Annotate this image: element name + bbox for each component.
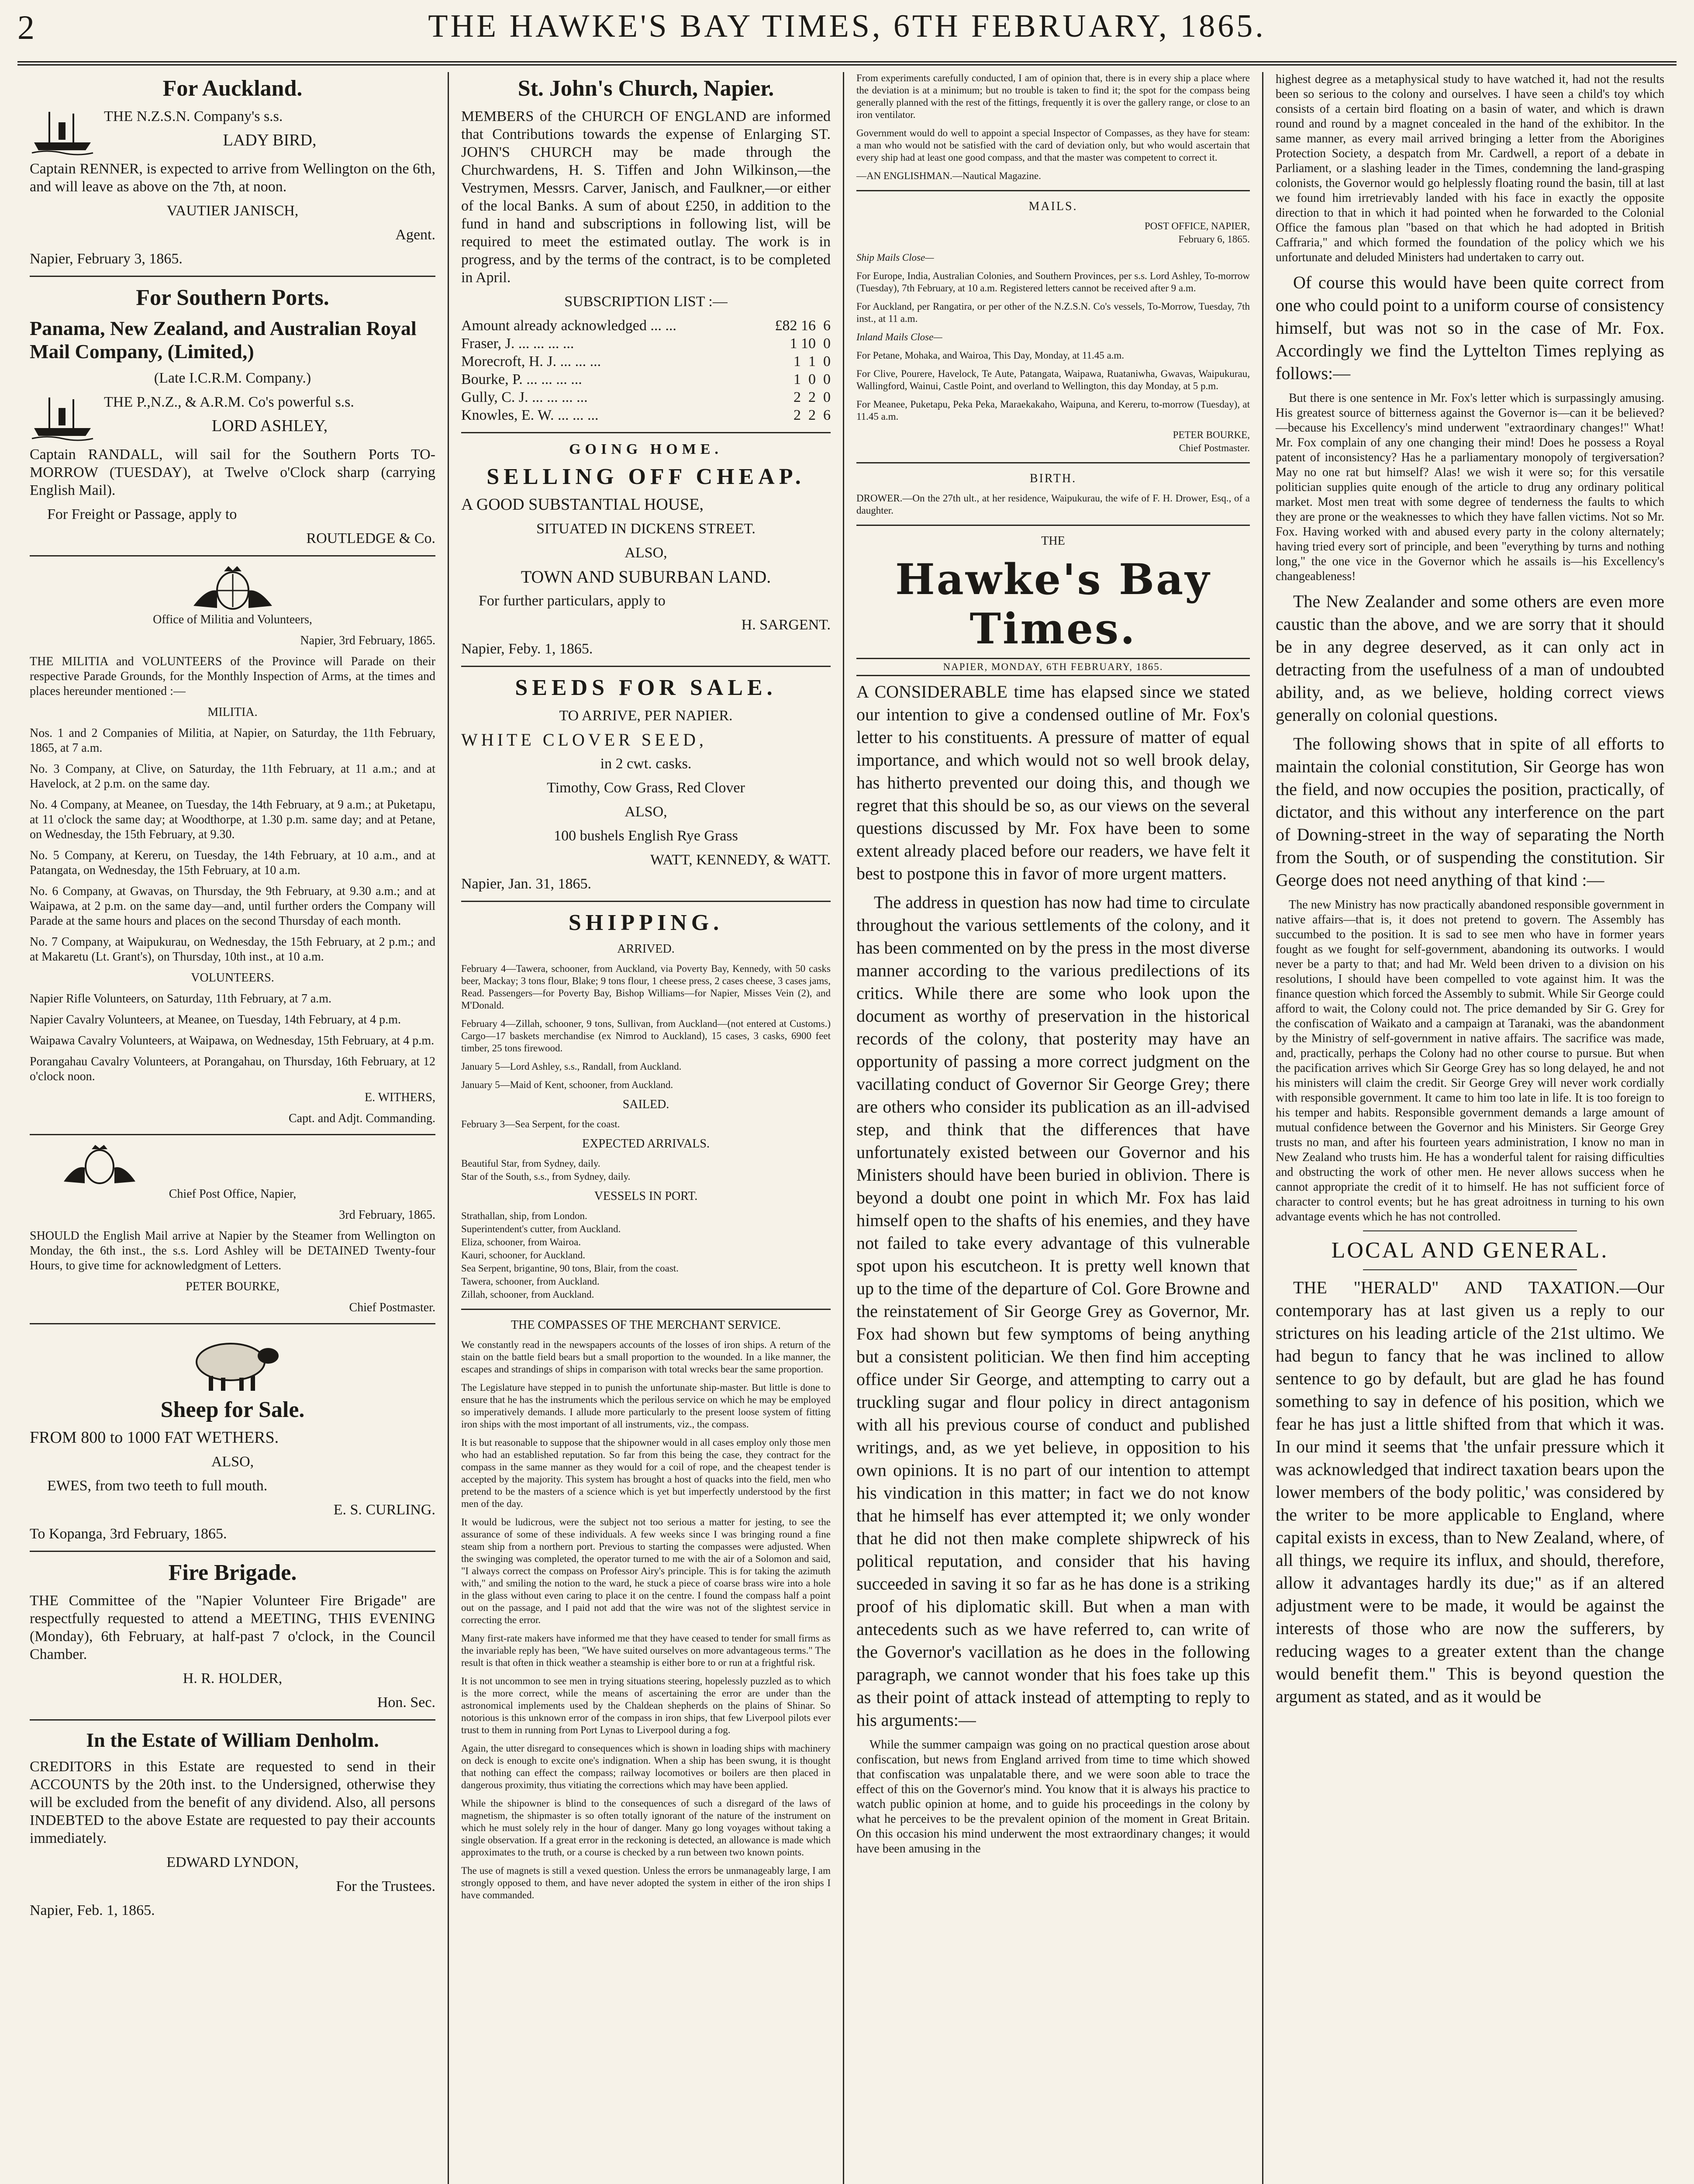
house-also: ALSO, bbox=[624, 545, 667, 561]
southern-signature: ROUTLEDGE & Co. bbox=[306, 530, 435, 546]
post-office-signature: PETER BOURKE, bbox=[186, 1280, 279, 1293]
editorial-paragraph: A CONSIDERABLE time has elapsed since we stated our intention to give a condensed outline of Mr. Fox's letter to his constituents. A pressure of matter of equal importance, and which would not so well brook delay, has hitherto prevented our doing this, and though we regret that this should be so, as our views on the several questions discussed by Mr. Fox have been to some extent already placed before our readers, we have felt it best to postpone this in favor of more urgent matters. bbox=[856, 682, 1250, 883]
compasses-title: THE COMPASSES OF THE MERCHANT SERVICE. bbox=[511, 1318, 781, 1332]
compasses-continued: Government would do well to appoint a special Inspector of Compasses, as they have for steam: a man who would not be satisfied with the card of deviation only, but who would ascertain that every ship had at least one good compass, and that the master was competent to correct it. bbox=[856, 128, 1250, 163]
sheep-also: ALSO, bbox=[211, 1454, 254, 1470]
estate-title: In the Estate of William Denholm. bbox=[86, 1729, 379, 1751]
southern-details: Captain RANDALL, will sail for the Southern Ports TO-MORROW (TUESDAY), at Twelve o'Clock sharp (carrying English Mail). bbox=[30, 446, 435, 498]
column-3 bbox=[843, 72, 1262, 2184]
masthead-title: Hawke's Bay Times. bbox=[895, 555, 1211, 653]
vessel-entry: Strathallan, ship, from London. bbox=[461, 1210, 587, 1221]
sheep-title: Sheep for Sale. bbox=[160, 1397, 305, 1422]
subscription-row: Fraser, J. ... ... ... ... 1 10 0 bbox=[461, 335, 831, 352]
fire-brigade-title: Fire Brigade. bbox=[168, 1560, 297, 1585]
column-4 bbox=[1262, 72, 1677, 2184]
auckland-details: Captain RENNER, is expected to arrive from Wellington on the 6th, and will leave as above on the 7th, at noon. bbox=[30, 161, 435, 195]
militia-office: Office of Militia and Volunteers, bbox=[153, 613, 312, 626]
royal-arms-icon bbox=[56, 1143, 143, 1187]
sailed-subtitle: SAILED. bbox=[622, 1098, 669, 1111]
mails-date: February 6, 1865. bbox=[1178, 234, 1250, 245]
southern-company: Panama, New Zealand, and Australian Royal Mail Company, (Limited,) bbox=[30, 317, 417, 363]
editorial-paragraph: The New Zealander and some others are even more caustic than the above, and we are sorry that it should be in any degree deserved, as it can only act in detracting from the usefulness of a man of undoubted ability, and, as we believe, holding correct views generally on colonial questions. bbox=[1276, 591, 1664, 725]
selling-off-title: SELLING OFF CHEAP. bbox=[486, 464, 805, 489]
post-office-role: Chief Postmaster. bbox=[349, 1301, 435, 1314]
seeds-text: WHITE CLOVER SEED, bbox=[461, 730, 707, 750]
column-2 bbox=[448, 72, 843, 2184]
local-general-title: LOCAL AND GENERAL. bbox=[1331, 1238, 1609, 1263]
subscription-row: Knowles, E. W. ... ... ... 2 2 6 bbox=[461, 407, 831, 423]
militia-date: Napier, 3rd February, 1865. bbox=[300, 634, 435, 647]
birth-text: DROWER.—On the 27th ult., at her residence, Waipukurau, the wife of F. H. Drower, Esq., of a daughter. bbox=[856, 493, 1250, 516]
militia-item: Nos. 1 and 2 Companies of Militia, at Napier, on Saturday, the 11th February, 1865, at 7 a.m. bbox=[30, 726, 435, 755]
church-text: MEMBERS of the CHURCH OF ENGLAND are informed that Contributions towards the expense of Enlarging ST. JOHN'S CHURCH may be made through the Churchwardens, H. S. Tiffen and John Wilkinson,—the Vestrymen, Messrs. Carver, Janisch, and Faulkner,—or either of the local Banks. A sum of about £250, in addition to the fund in hand and subscriptions in following list, will be required to meet the estimated outlay. The work is in progress, and by the terms of the contract, is to be completed in April. bbox=[461, 108, 831, 286]
mails-head: POST OFFICE, NAPIER, bbox=[1144, 221, 1250, 232]
southern-late: (Late I.C.R.M. Company.) bbox=[154, 370, 311, 386]
ministry-quote: The new Ministry has now practically abandoned responsible government in native affairs—that is, it does not pretend to govern. The Assembly has succumbed to the position. It is sad to see men who have in former years fought as we fought for self-government, abandoning its outworks. I would never be a party to that; and had Mr. Weld been driven to a division on his resolutions, I should have been compelled to vote against him. It was the finance question which forced the Assembly to submit. While Sir George could afford to wait, the Colony could not. The price demanded by Sir G. Grey for the confiscation of Waikato and a campaign at Taranaki, was the abandonment by the Ministry of self-government in native affairs. The sacrifice was made, and, practically, perhaps the Colony had no other course to pursue. But when the pacification arrives which Sir George Grey has so long delayed, he and not his ministers will claim the credit. Sir George Grey will never work cordially with responsible government. It came to him too late in life. It is too foreign to his temper and habits. Responsible government demands a large amount of mutual confidence between the Governor and his Ministers. Sir George Grey trusts no man, and after his fourteen years administration, I know no man in New Zealand who trusts him. He has a wonderful talent for raising difficulties and obstructing the work of other men. He never allows success when he cannot appropriate the credit of it to himself. He has not sufficient force of character to control events; but he has great adroitness in turning to his own advantage events which he has not controlled. bbox=[1276, 898, 1664, 1223]
page-header bbox=[17, 0, 1677, 66]
sheep-text: FROM 800 to 1000 FAT WETHERS. bbox=[30, 1428, 279, 1447]
vessel-entry: Zillah, schooner, from Auckland. bbox=[461, 1289, 594, 1300]
sheep-icon bbox=[183, 1332, 283, 1393]
steamship-icon bbox=[30, 393, 95, 441]
house-location: SITUATED IN DICKENS STREET. bbox=[536, 521, 756, 537]
sheep-date: To Kopanga, 3rd February, 1865. bbox=[30, 1526, 227, 1542]
southern-title: For Southern Ports. bbox=[136, 285, 329, 310]
inland-mails-subtitle: Inland Mails Close— bbox=[856, 332, 942, 342]
seeds-signature: WATT, KENNEDY, & WATT. bbox=[650, 852, 831, 868]
editorial-paragraph: The following shows that in spite of all efforts to maintain the colonial constitution, Sir George has won the field, and now occupies the position, practically, of dictator, and this without any interference on the part of Downing-street in the way of separating the North from the South, or of suspending the constitution. Sir George does not need anything of that kind :— bbox=[1276, 734, 1664, 890]
auckland-date: Napier, February 3, 1865. bbox=[30, 251, 183, 267]
compasses-paragraph: It is not uncommon to see men in trying situations steering, hopelessly puzzled as to which is the more correct, while the means of ascertaining the error are under than the astronomical implements used by the Chaldean shepherds on the plains of Shinar. So notorious is this unknown error of the compass in iron ships, that few Liverpool pilots ever trust to them in running from Port Lynas to Liverpool during a fog. bbox=[461, 1676, 831, 1735]
compasses-continued: From experiments carefully conducted, I am of opinion that, there is in every ship a place where the deviation is at a minimum; but no trouble is taken to find it; the spot for the compass being generally planned with the rest of the fittings, frequently it is over the gallery range, or close to an iron ventilator. bbox=[856, 73, 1250, 120]
militia-role: Capt. and Adjt. Commanding. bbox=[289, 1112, 435, 1125]
lyttelton-quote: But there is one sentence in Mr. Fox's letter which is surpassingly amusing. His greatest source of bitterness against the Governor is—can it be believed?—because his Excellency's mind underwent "extraordinary changes!" What! Mr. Fox complain of any one changing their mind! Does he possess a Royal patent of inconsistency? Has he a parliamentary monopoly of tergiversation? May no one rat but himself? Alas! we wish it were so; for this versatile politician supplies quite enough of the article to drug any ordinary political market. Most men treat with some degree of tenderness the faults to which they are prone or the weaknesses to which they have fallen victims. Not so Mr. Fox. Having worked with and abused every party in the colony alternately; having tried every sort of principle, and been "everything by turns and nothing long," the one vice in the Governor which he assails is—his Excellency's changeableness! bbox=[1276, 391, 1664, 583]
mails-entry: For Clive, Pourere, Havelock, Te Aute, Patangata, Waipawa, Ruataniwha, Gwavas, Waipukurau, Wallingford, Wainui, Castle Point, and overland to Wellington, this day Monday, at 5 p.m. bbox=[856, 368, 1250, 391]
auckland-role: Agent. bbox=[395, 227, 435, 243]
compasses-paragraph: It would be ludicrous, were the subject not too serious a matter for jesting, to see the assurance of some of these individuals. A few weeks since I was bringing round a fine steam ship from a northern port. Previous to starting the compasses were adjusted. When the swinging was completed, the operator turned to me with the air of a Solomon and said, "I always correct the compass on Professor Airy's principle. This is for taking the azimuth with," and smiling the notion to the ward, he stuck a piece of coarse brass wire into a hole in the glass without even caring to place it on the centre. I found the compass half a point out on the passage, and I paid not add that the wire was not of the slightest service in correcting the error. bbox=[461, 1517, 831, 1625]
column-1 bbox=[17, 72, 448, 2184]
militia-item: No. 6 Company, at Gwavas, on Thursday, the 9th February, at 9.30 a.m.; and at Waipawa, at 2 p.m. on the same day—and, until further orders the Company will Parade at the same hours and places on the second Thursday of each month. bbox=[30, 885, 435, 928]
post-office-text: SHOULD the English Mail arrive at Napier by the Steamer from Wellington on Monday, the 6th inst., the s.s. Lord Ashley will be DETAINED Twenty-four Hours, to give time for acknowledgment of Letters. bbox=[30, 1229, 435, 1272]
arrival-entry: February 4—Tawera, schooner, from Auckland, via Poverty Bay, Kennedy, with 50 casks beer, Mackay; 3 tons flour, Blake; 9 tons flour, 1 cheese press, 2 cases cheese, 3 cases jams, Read. Passengers—for Poverty Bay, Bishop Williams—for Napier, Misses Vein (2), and M'Donald. bbox=[461, 963, 831, 1011]
mails-entry: For Petane, Mohaka, and Wairoa, This Day, Monday, at 11.45 a.m. bbox=[856, 350, 1125, 361]
fire-brigade-signature: H. R. HOLDER, bbox=[183, 1670, 283, 1686]
page-title: THE HAWKE'S BAY TIMES, 6TH FEBRUARY, 1865. bbox=[428, 8, 1266, 44]
editorial-paragraph: The address in question has now had time to circulate throughout the various settlements of the colony, and it has been commented on by the press in the most diverse manner according to the various predilections of its critics. While there are some who look upon the document as worthy of preservation in the historical records of the colony, that posterity may have an opportunity of passing a more correct judgment on the vacillating conduct of Governor Sir George Grey; there are others who consider its publication as an ill-advised step, and think that the differences that have unfortunately existed between our Governor and his Ministers should have been buried in oblivion. There is beyond a doubt one point in which Mr. Fox has laid himself open to the shafts of his enemies, and they have not failed to take every advantage of this vulnerable spot upon his escutcheon. It is pretty well known that up to the time of the departure of Col. Gore Browne and the reinstatement of Sir George Grey as Governor, Mr. Fox had shown but few symptoms of being anything but a consistent politician. We then find him accepting office under Sir George, and attempting to carry out a truckling sugar and flour policy in direct antagonism with all his previous course of conduct and published writings, and, as we yet believe, in opposition to his own opinions. It is no part of our intention to attempt his vindication in this matter; in fact we do not know that he himself has ever attempted it; we only wonder that he did not then make complete shipwreck of his political reputation, and consider that his having succeeded in saving it so far as he has done is a striking proof of his diplomatic skill. But when a man with antecedents such as we have referred to, can write of the Governor's vacillation as he does in the following paragraph, we cannot wonder that his foes take up this as their point of attack instead of attempting to reply to his arguments:— bbox=[856, 892, 1250, 1730]
southern-ship-name: LORD ASHLEY, bbox=[211, 417, 328, 435]
arrival-entry: February 4—Zillah, schooner, 9 tons, Sullivan, from Auckland—(not entered at Customs.) Cargo—17 baskets merchandise (ex Nimrod to Auckland), 15 cases, 3 casks, 6900 feet timber, 25 tons firewood. bbox=[461, 1018, 831, 1054]
church-title: St. John's Church, Napier. bbox=[518, 76, 774, 101]
steamship-icon bbox=[30, 107, 95, 156]
southern-apply: For Freight or Passage, apply to bbox=[47, 506, 237, 522]
militia-item: No. 7 Company, at Waipukurau, on Wednesday, the 15th February, at 2 p.m.; and at Makaretu (Lt. Grant's), on Thursday, 10th inst., at 10 a.m. bbox=[30, 935, 435, 964]
volunteer-item: Porangahau Cavalry Volunteers, at Porangahau, on Thursday, 16th February, at 12 o'clock noon. bbox=[30, 1055, 435, 1083]
shipping-title: SHIPPING. bbox=[568, 910, 724, 935]
sheep-ewes: EWES, from two teeth to full mouth. bbox=[47, 1478, 268, 1494]
fire-brigade-role: Hon. Sec. bbox=[377, 1694, 435, 1711]
expected-subtitle: EXPECTED ARRIVALS. bbox=[582, 1137, 710, 1151]
editorial-paragraph: Of course this would have been quite correct from one who could point to a uniform course of consistency himself, but was not so in the case of Mr. Fox. Accordingly we find the Lyttelton Times replying as follows:— bbox=[1276, 273, 1664, 383]
expected-entry: Star of the South, s.s., from Sydney, daily. bbox=[461, 1171, 631, 1182]
compasses-paragraph: The Legislature have stepped in to punish the unfortunate ship-master. But little is done to ensure that he has the instruments which the perilous service on which he may be employed so imperatively demands. I allude more particularly to the present loose system of fitting iron ships with the most important of all instruments, viz., the compass. bbox=[461, 1382, 831, 1430]
mails-title: MAILS. bbox=[1028, 200, 1078, 213]
going-home-title: GOING HOME. bbox=[569, 441, 723, 457]
estate-signature: EDWARD LYNDON, bbox=[166, 1854, 299, 1870]
mails-signature: PETER BOURKE, bbox=[1173, 429, 1250, 440]
auckland-ship-name: LADY BIRD, bbox=[223, 131, 317, 149]
local-general-paragraph: THE "HERALD" AND TAXATION.—Our contemporary has at last given us a reply to our strictures on his leading article of the 21st ultimo. We had begun to fancy that he was inclined to allow sentence to go by default, but are glad he has found something to say in defence of his position, which we fear he has just a little shifted from that which it was. In our mind it seems that 'the unfair pressure which it was acknowledged that indirect taxation bears upon the lower members of the body politic,' was considered by the writer to be more applicable to England, where capital exists in excess, than to New Zealand, where, of all things, we require its influx, and should, therefore, allow it advantages hardly its due;" as if an altered adjustment were to be made, it would be against the interests of those who are now the sufferers, by reducing wages to a greater extent than the change would benefit them." This is beyond question the argument as stated, and as it would be bbox=[1276, 1278, 1664, 1706]
seeds-rye: 100 bushels English Rye Grass bbox=[554, 828, 738, 844]
compasses-paragraph: We constantly read in the newspapers accounts of the losses of iron ships. A return of the stain on the battle field bears but a small proportion to the wounded. In a like manner, the escapes and strandings of ships in comparison with total wrecks bear the same proportion. bbox=[461, 1339, 831, 1375]
subscription-row: Gully, C. J. ... ... ... ... 2 2 0 bbox=[461, 389, 831, 405]
auckland-text: THE N.Z.S.N. Company's s.s. bbox=[104, 108, 283, 124]
seeds-title: SEEDS FOR SALE. bbox=[515, 675, 777, 700]
militia-subtitle: MILITIA. bbox=[207, 705, 258, 719]
seeds-grass: Timothy, Cow Grass, Red Clover bbox=[547, 780, 745, 796]
arrival-entry: January 5—Maid of Kent, schooner, from Auckland. bbox=[461, 1079, 673, 1090]
vessel-entry: Sea Serpent, brigantine, 90 tons, Blair, from the coast. bbox=[461, 1263, 679, 1274]
vessel-entry: Superintendent's cutter, from Auckland. bbox=[461, 1223, 621, 1234]
birth-title: BIRTH. bbox=[1029, 472, 1077, 485]
volunteer-item: Waipawa Cavalry Volunteers, at Waipawa, on Wednesday, 15th February, at 4 p.m. bbox=[30, 1034, 435, 1047]
volunteer-item: Napier Rifle Volunteers, on Saturday, 11th February, at 7 a.m. bbox=[30, 992, 332, 1006]
southern-text: THE P.,N.Z., & A.R.M. Co's powerful s.s. bbox=[104, 394, 354, 410]
auckland-title: For Auckland. bbox=[162, 76, 303, 101]
mails-entry: For Meanee, Puketapu, Peka Peka, Maraekakaho, Waipuna, and Kereru, to-morrow (Tuesday), at 11.45 a.m. bbox=[856, 399, 1250, 422]
compasses-paragraph: The use of magnets is still a vexed question. Unless the errors be unmanageably large, I am strongly opposed to them, and have never adopted the system in either of the iron ships I have commanded. bbox=[461, 1865, 831, 1901]
estate-role: For the Trustees. bbox=[336, 1878, 435, 1894]
militia-signature: E. WITHERS, bbox=[364, 1091, 435, 1104]
compasses-paragraph: Many first-rate makers have informed me that they have ceased to tender for small firms as the invariable reply has been, "We have suited ourselves on more advantageous terms." The result is that often in thick weather a steamship is either bore to or run at a frightful risk. bbox=[461, 1633, 831, 1668]
quoted-letter: highest degree as a metaphysical study to have watched it, had not the results been so serious to the colony and ourselves. I have seen a child's toy which consists of a certain bird floating on a basin of water, and which is drawn round and round by a magnet concealed in the hand of the exhibitor. In the same manner, as every mail arrived bringing a letter from the Aborigines Protection Society, a despatch from Mr. Cardwell, a report of a debate in Parliament, or a slashing leader in the Times, condemning the land-grasping colonists, the Governor would go helplessly floating round the basin, till at last we found him irretrievably landed with his face in exactly the opposite direction to that in which it had pointed when he forwarded to the Colonial Office the famous plan "based on that which he had adopted in British Caffraria," and which formed the foundation of the policy which we his unfortunate and deluded Ministers had undertaken to carry out. bbox=[1276, 73, 1664, 264]
subscription-subtitle: SUBSCRIPTION LIST :— bbox=[564, 294, 728, 310]
militia-intro: THE MILITIA and VOLUNTEERS of the Province will Parade on their respective Parade Grounds, for the Monthly Inspection of Arms, at the times and places hereunder mentioned :— bbox=[30, 655, 435, 698]
page-number: 2 bbox=[17, 8, 35, 46]
sheep-signature: E. S. CURLING. bbox=[333, 1502, 435, 1518]
seeds-subtitle: TO ARRIVE, PER NAPIER. bbox=[559, 708, 733, 724]
fire-brigade-text: THE Committee of the "Napier Volunteer Fire Brigade" are respectfully requested to attend a MEETING, THIS EVENING (Monday), 6th February, at half-past 7 o'clock, in the Council Chamber. bbox=[30, 1593, 435, 1662]
arrival-entry: January 5—Lord Ashley, s.s., Randall, from Auckland. bbox=[461, 1061, 682, 1072]
masthead-the: THE bbox=[1041, 534, 1065, 548]
subscription-row: Morecroft, H. J. ... ... ... 1 1 0 bbox=[461, 353, 831, 370]
ship-mails-subtitle: Ship Mails Close— bbox=[856, 252, 934, 263]
mails-entry: For Europe, India, Australian Colonies, and Southern Provinces, per s.s. Lord Ashley, To-morrow (Tuesday), 7th February, at 10 a.m. Registered letters cannot be received after 9 a.m. bbox=[856, 270, 1250, 294]
vessels-subtitle: VESSELS IN PORT. bbox=[594, 1189, 698, 1203]
seeds-casks: in 2 cwt. casks. bbox=[600, 756, 692, 772]
house-apply: For further particulars, apply to bbox=[479, 593, 666, 609]
compasses-paragraph: While the shipowner is blind to the consequences of such a disregard of the laws of magnetism, the shipmaster is so often totally ignorant of the nature of the instrument on which he must solely rely in the hour of danger. Many go long voyages without taking a single observation. If a great error in the reckoning is detected, an allowance is made which approximates to the truth, or a course is checked by a run between two known points. bbox=[461, 1798, 831, 1858]
vessel-entry: Eliza, schooner, from Wairoa. bbox=[461, 1237, 581, 1248]
post-office-date: 3rd February, 1865. bbox=[339, 1208, 435, 1222]
house-date: Napier, Feby. 1, 1865. bbox=[461, 641, 593, 657]
vessel-entry: Kauri, schooner, for Auckland. bbox=[461, 1250, 585, 1261]
arrived-subtitle: ARRIVED. bbox=[617, 942, 675, 956]
masthead-dateline: NAPIER, MONDAY, 6TH FEBRUARY, 1865. bbox=[943, 661, 1163, 672]
royal-arms-icon bbox=[185, 564, 281, 612]
seeds-also: ALSO, bbox=[624, 804, 667, 820]
estate-text: CREDITORS in this Estate are requested to send in their ACCOUNTS by the 20th inst. to the Undersigned, otherwise they will be excluded from the benefit of any dividend. Also, all persons INDEBTED to the above Estate are requested to pay their accounts immediately. bbox=[30, 1759, 435, 1846]
land-text: TOWN AND SUBURBAN LAND. bbox=[521, 567, 771, 587]
expected-entry: Beautiful Star, from Sydney, daily. bbox=[461, 1158, 600, 1169]
subscription-row: Bourke, P. ... ... ... ... 1 0 0 bbox=[461, 371, 831, 387]
compasses-paragraph: It is but reasonable to suppose that the shipowner would in all cases employ only those men who had an established reputation. So far from this being the case, they contract for the compass in the same manner as they would for a coil of rope, and the cheapest tender is accepted by the majority. This system has brought a host of quacks into the field, men who pretend to be the masters of a science which is yet but imperfectly understood by the first men of the day. bbox=[461, 1437, 831, 1509]
sailed-entry: February 3—Sea Serpent, for the coast. bbox=[461, 1119, 620, 1130]
quoted-letter: While the summer campaign was going on no practical question arose about confiscation, but news from England arrived from time to time which showed that confiscation was unpalatable there, and we were soon able to trace the effect of this on the Governor's mind. You know that it is always his practice to watch public opinion at home, and to guide his proceedings in the colony by what he perceives to be the prevalent opinion of the moment in Great Britain. On this occasion his mind underwent the most extraordinary changes; it would have been amusing in the bbox=[856, 1738, 1250, 1856]
compasses-signature: —AN ENGLISHMAN.—Nautical Magazine. bbox=[856, 170, 1041, 181]
mails-role: Chief Postmaster. bbox=[1179, 442, 1250, 453]
estate-date: Napier, Feb. 1, 1865. bbox=[30, 1902, 155, 1918]
house-text: A GOOD SUBSTANTIAL HOUSE, bbox=[461, 495, 704, 514]
house-signature: H. SARGENT. bbox=[741, 617, 831, 633]
subscription-row: Amount already acknowledged ... ... £82 16 6 bbox=[461, 318, 831, 334]
vessel-entry: Tawera, schooner, from Auckland. bbox=[461, 1276, 600, 1287]
militia-item: No. 3 Company, at Clive, on Saturday, the 11th February, at 11 a.m.; and at Havelock, at 2 p.m. on the same day. bbox=[30, 762, 435, 791]
seeds-date: Napier, Jan. 31, 1865. bbox=[461, 876, 591, 892]
mails-entry: For Auckland, per Rangatira, or per other of the N.Z.S.N. Co's vessels, To-Morrow, Tuesday, 7th inst., at 11 a.m. bbox=[856, 301, 1250, 324]
militia-item: No. 4 Company, at Meanee, on Tuesday, the 14th February, at 9 a.m.; at Puketapu, at 11 o'clock the same day; at Woodthorpe, at 1.30 p.m. same day; and at Petane, on Wednesday, the 15th February, at 9.30. bbox=[30, 798, 435, 841]
militia-item: No. 5 Company, at Kereru, on Tuesday, the 14th February, at 10 a.m., and at Patangata, on Wednesday, the 15th February, at 10 a.m. bbox=[30, 849, 435, 877]
volunteer-item: Napier Cavalry Volunteers, at Meanee, on Tuesday, 14th February, at 4 p.m. bbox=[30, 1013, 401, 1026]
volunteers-subtitle: VOLUNTEERS. bbox=[191, 971, 274, 985]
post-office-head: Chief Post Office, Napier, bbox=[169, 1187, 297, 1201]
auckland-signature: VAUTIER JANISCH, bbox=[166, 203, 299, 219]
compasses-paragraph: Again, the utter disregard to consequences which is shown in loading ships with machinery on deck is enough to excite one's indignation. When a ship has been swung, it is thought that nothing can effect the compass; railway locomotives or boilers are then placed in dangerous proximity, thus vitiating the corrections which may have been applied. bbox=[461, 1743, 831, 1790]
